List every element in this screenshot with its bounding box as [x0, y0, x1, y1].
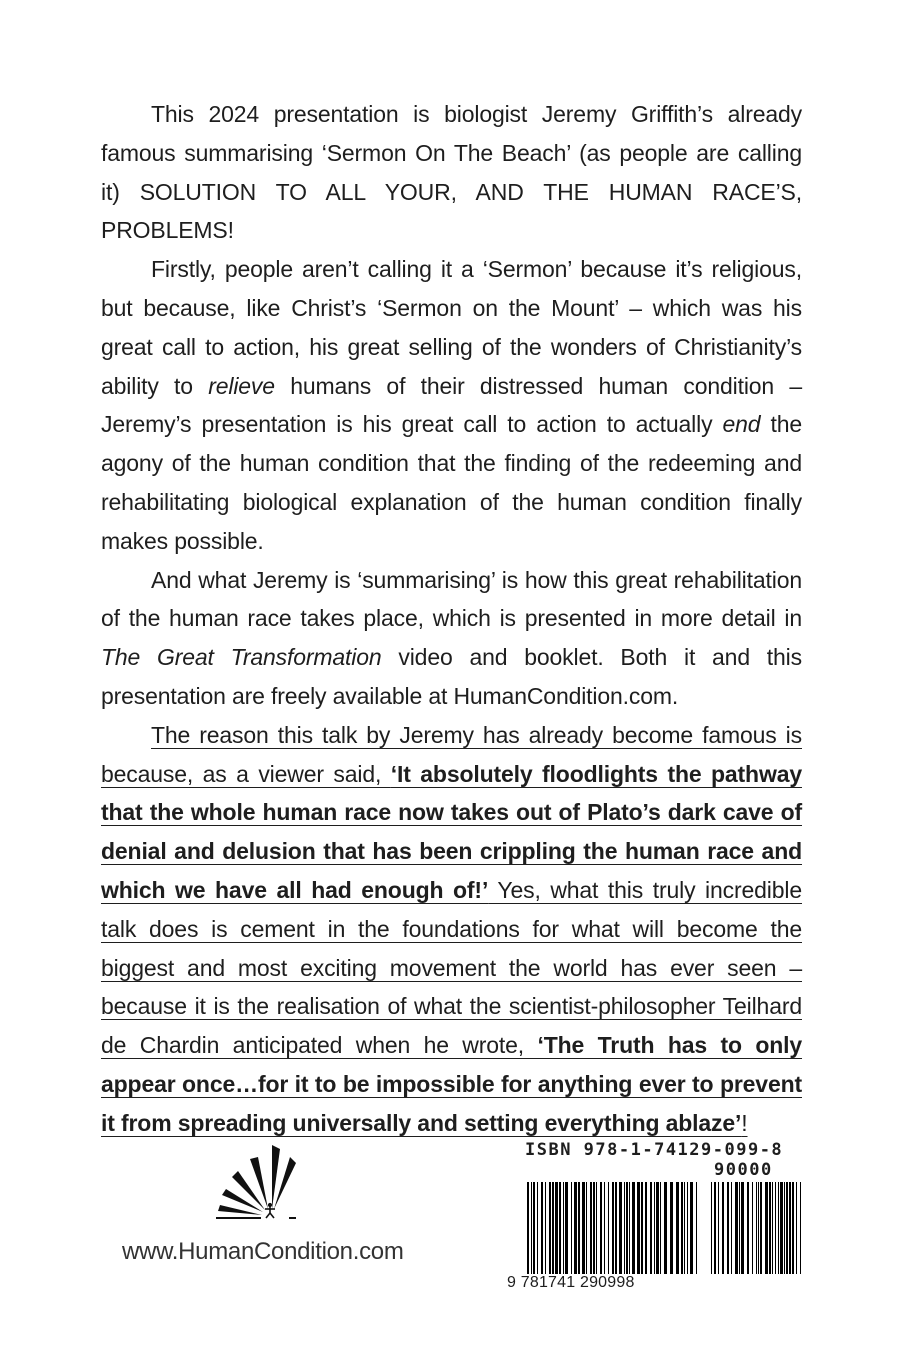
summarising-text-2: video and booklet. Both it and this presentation are freely available at HumanCondition.com.: [101, 644, 802, 709]
paragraph-intro: [101, 95, 802, 250]
sermon-text-3: the agony of the human condition that the finding of the redeeming and rehabilitating biological explanation of the human condition finally makes possible.: [101, 411, 802, 554]
summarising-text-1: And what Jeremy is ‘summarising’ is how this great rehabilitation of the human race takes place, which is presented in more detail in: [101, 566, 802, 632]
famous-quote-teilhard: ‘The Truth has to only appear once…for it to be impossible for anything ever to prevent it from spreading universally and setting everything ablaze’: [101, 1032, 803, 1136]
barcode-digits: 9 781741 290998: [507, 1274, 635, 1291]
barcode-icon: [505, 1182, 801, 1274]
isbn-barcode: [505, 1140, 801, 1300]
sermon-text-2: humans of their distressed human condition – Jeremy’s presentation is his great call to action to actually: [101, 372, 802, 438]
famous-text-end: !: [741, 1109, 748, 1136]
sermon-italic-end: end: [722, 411, 761, 438]
sermon-italic-relieve: relieve: [208, 372, 275, 399]
famous-text-2: Yes, what this truly incredible talk does is cement in the foundations for what will become the biggest and most exciting movement the world has ever seen – because it is the realisation of what the scientist-philosopher Teilhard de Chardin anticipated when he wrote,: [101, 876, 802, 1059]
paragraph-famous: [101, 716, 802, 1143]
summarising-italic-title: The Great Transformation: [101, 644, 382, 671]
paragraph-summarising: [101, 561, 802, 716]
barcode-addon-number: 90000: [714, 1160, 773, 1180]
paragraph-sermon: [101, 250, 802, 560]
sermon-text-1: Firstly, people aren’t calling it a ‘Sermon’ because it’s religious, but because, like Christ’s ‘Sermon on the Mount’ – which was his great call to action, his great selling of the wonders of Christianity’s ability to: [101, 256, 802, 399]
sunburst-logo-icon: [216, 1143, 296, 1228]
intro-text: This 2024 presentation is biologist Jeremy Griffith’s already famous summarising ‘Sermon On The Beach’ (as people are calling it) SOLUTION TO ALL YOUR, AND THE HUMAN RACE’S, PROBLEMS!: [101, 101, 802, 244]
famous-text-1: The reason this talk by Jeremy has already become famous is because, as a viewer said,: [101, 721, 802, 787]
famous-quote-viewer: ‘It absolutely floodlights the pathway that the whole human race now takes out of Plato’s dark cave of denial and delusion that has been crippling the human race and which we have all had enough of!’: [101, 760, 802, 903]
isbn-label: ISBN 978-1-74129-099-8: [525, 1140, 784, 1160]
website-url: www.HumanCondition.com: [122, 1238, 404, 1265]
back-cover-text: [101, 95, 802, 1143]
